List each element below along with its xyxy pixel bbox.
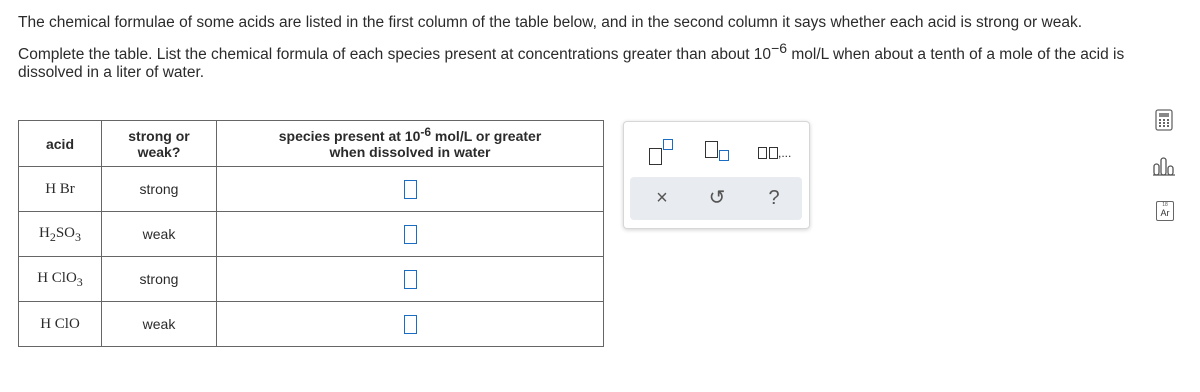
table-row [19,302,604,347]
list-template-button[interactable] [756,136,802,166]
periodic-table-button[interactable] [1151,200,1177,224]
header-acid: acid [19,121,102,167]
instructions [18,14,1178,82]
acid-formula-cell [19,212,102,257]
data-chart-button[interactable] [1151,154,1177,178]
species-answer-input[interactable] [404,180,417,199]
header-strength [102,121,217,167]
subscript-template-button[interactable] [702,136,736,166]
palette-action-bar [630,177,802,220]
list-dots: ,... [778,146,792,160]
species-answer-input[interactable] [404,225,417,244]
species-answer-input[interactable] [404,315,417,334]
help-icon: ? [768,187,780,209]
acid-strength: strong [102,257,217,302]
table-row [19,212,604,257]
help-button[interactable] [762,186,786,210]
acid-formula: H ClO$_3$ [37,269,83,289]
acid-formula-cell [19,167,102,212]
acid-formula-cell [19,257,102,302]
list-box-1-icon [758,147,767,159]
calculator-button[interactable] [1151,108,1177,132]
species-answer-cell [217,167,604,212]
table-row [19,257,604,302]
acid-strength: weak [102,212,217,257]
undo-button[interactable] [705,186,729,210]
instruction-exponent: −6 [771,40,788,56]
periodic-table-icon [1156,201,1174,221]
header-strength-label: strong or weak? [128,127,190,160]
acid-strength: weak [102,302,217,347]
base-box-icon [705,141,718,158]
acid-formula: H ClO [40,316,80,332]
clear-button[interactable] [650,186,674,210]
header-species-exponent: -6 [420,124,432,139]
header-species-text: species present at 10 [278,127,421,144]
bar-chart-icon [1151,154,1177,178]
element-symbol: Ar [1160,208,1170,218]
species-answer-input[interactable] [404,270,417,289]
acid-formula: $H_2SO_3$ [38,224,82,244]
acid-formula-cell [19,302,102,347]
header-species-text-end: mol/L or greater [431,127,542,144]
table-header-row [19,121,604,167]
superscript-box-icon [663,139,673,150]
calculator-icon [1151,108,1177,132]
acid-strength: strong [102,167,217,212]
instruction-text: Complete the table. List the chemical formula of each species present at concentrations greater than about 10 [18,46,772,63]
instruction-text-end: mol/L when about a tenth of a mole of the acid is dissolved in a liter of water. [18,46,1125,81]
list-box-2-icon [769,147,778,159]
instruction-line-1: The chemical formulae of some acids are listed in the first column of the table below, and in the second column it says whether each acid is strong or weak. [18,14,1083,31]
species-answer-cell [217,302,604,347]
species-answer-cell [217,212,604,257]
superscript-template-button[interactable] [646,136,680,166]
base-box-icon [649,148,662,165]
math-palette [623,121,810,229]
undo-icon: ↺ [708,187,726,209]
header-species [217,121,604,167]
instruction-line-2 [18,40,1178,82]
close-icon: × [656,187,668,209]
species-answer-cell [217,257,604,302]
table-row [19,167,604,212]
element-number: 18 [1162,202,1168,208]
acid-formula: H Br [45,181,75,197]
subscript-box-icon [719,150,729,161]
acid-table [18,120,604,347]
header-species-line2: when dissolved in water [329,143,491,160]
